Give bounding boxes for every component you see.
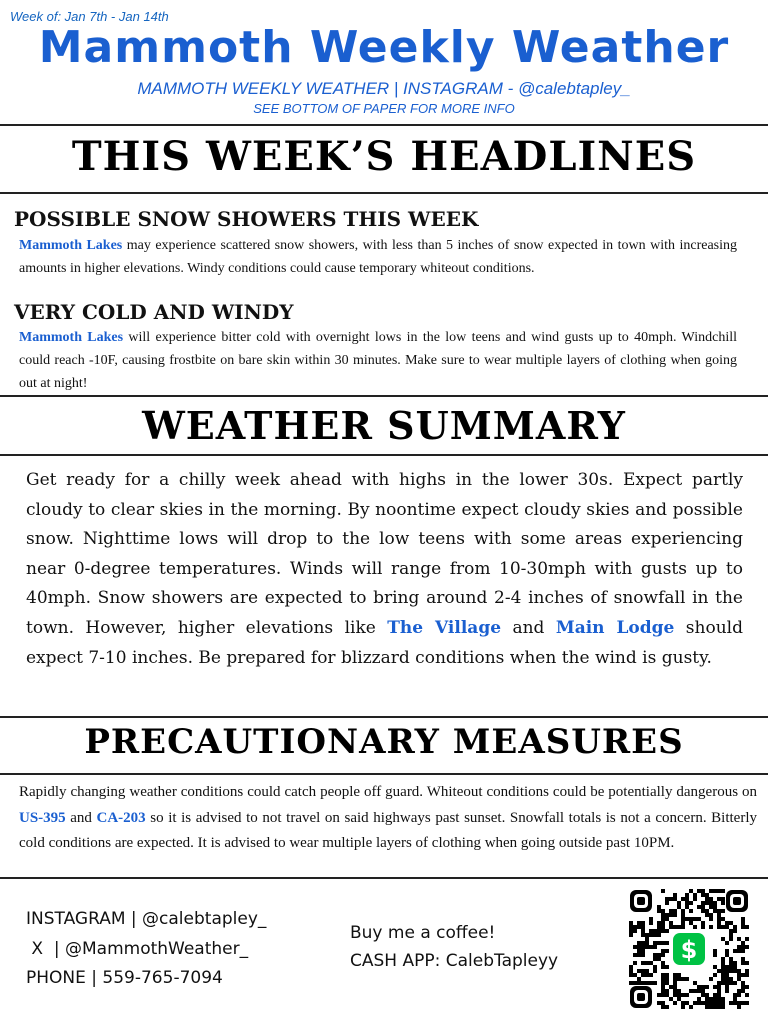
contact-info bbox=[26, 905, 266, 994]
divider bbox=[0, 454, 768, 456]
place-name: Main Lodge bbox=[555, 617, 675, 638]
phone-number[interactable]: PHONE | 559-765-7094 bbox=[26, 968, 223, 988]
headline-text: will experience bitter cold with overnight lows in the low teens and wind gusts up to 40mph. Windchill could reach -10F, causing frostbite on bare skin within 30 minutes. Make sure to wear multiple layers of clothing when going out at night! bbox=[19, 330, 737, 391]
summary-heading: WEATHER SUMMARY bbox=[142, 403, 626, 448]
precautions-body bbox=[19, 780, 757, 857]
week-of: Week of: Jan 7th - Jan 14th bbox=[10, 9, 169, 24]
headline-body bbox=[19, 326, 737, 395]
place-name: Mammoth Lakes bbox=[19, 238, 123, 253]
divider bbox=[0, 877, 768, 879]
place-name: The Village bbox=[387, 617, 502, 638]
summary-body bbox=[26, 466, 743, 673]
masthead-note: SEE BOTTOM OF PAPER FOR MORE INFO bbox=[253, 101, 515, 116]
divider bbox=[0, 395, 768, 397]
road-name: US-395 bbox=[19, 809, 66, 826]
headline-text: may experience scattered snow showers, with less than 5 inches of snow expected in town with increasing amounts in higher elevations. Windy conditions could cause temporary whiteout conditions. bbox=[19, 238, 737, 276]
cashapp-qr-code[interactable] bbox=[628, 888, 750, 1010]
dollar-sign-icon bbox=[670, 930, 708, 968]
precautions-heading: PRECAUTIONARY MEASURES bbox=[84, 722, 684, 762]
masthead-subtitle[interactable]: MAMMOTH WEEKLY WEATHER | INSTAGRAM - @calebtapley_ bbox=[137, 79, 631, 98]
road-name: CA-203 bbox=[96, 809, 146, 826]
headline-title: VERY COLD AND WINDY bbox=[14, 300, 294, 324]
divider bbox=[0, 192, 768, 194]
headline-title: POSSIBLE SNOW SHOWERS THIS WEEK bbox=[14, 207, 479, 231]
qr-finder bbox=[726, 890, 748, 912]
svg-text:$: $ bbox=[680, 936, 698, 964]
masthead-title: Mammoth Weekly Weather bbox=[38, 22, 730, 73]
headline-body bbox=[19, 234, 737, 280]
qr-finder bbox=[630, 890, 652, 912]
divider bbox=[0, 716, 768, 718]
qr-finder bbox=[630, 986, 652, 1008]
headlines-heading: THIS WEEK’S HEADLINES bbox=[71, 133, 697, 180]
coffee-text: Buy me a coffee! bbox=[350, 923, 496, 943]
summary-text: and bbox=[501, 617, 556, 638]
cashapp-handle[interactable]: CASH APP: CalebTapleyy bbox=[350, 951, 559, 971]
summary-text: should expect 7-10 inches. Be prepared for blizzard conditions when the wind is gusty. bbox=[26, 617, 743, 668]
instagram-handle[interactable]: INSTAGRAM | @calebtapley_ bbox=[26, 909, 267, 929]
divider bbox=[0, 773, 768, 775]
divider bbox=[0, 124, 768, 126]
donation-info bbox=[350, 919, 558, 975]
place-name: Mammoth Lakes bbox=[19, 330, 124, 345]
precautions-text: Rapidly changing weather conditions could catch people off guard. Whiteout conditions could be potentially dangerous on bbox=[19, 784, 757, 800]
summary-text: Get ready for a chilly week ahead with highs in the lower 30s. Expect partly cloudy to clear skies in the morning. By noontime expect cloudy skies and possible snow. Nighttime lows will drop to the low teens with some areas experiencing near 0-degree temperatures. Winds will range from 10-30mph with gusts up to 40mph. Snow showers are expected to bring around 2-4 inches of snowfall in the town. However, higher elevations like bbox=[26, 470, 743, 638]
precautions-text: so it is advised to not travel on said highways past sunset. Snowfall totals is not a concern. Bitterly cold conditions are expected. It is advised to wear multiple layers of clothing when going outside past 10PM. bbox=[19, 809, 757, 852]
x-handle[interactable]: X | @MammothWeather_ bbox=[26, 938, 249, 959]
precautions-text: and bbox=[65, 809, 97, 826]
